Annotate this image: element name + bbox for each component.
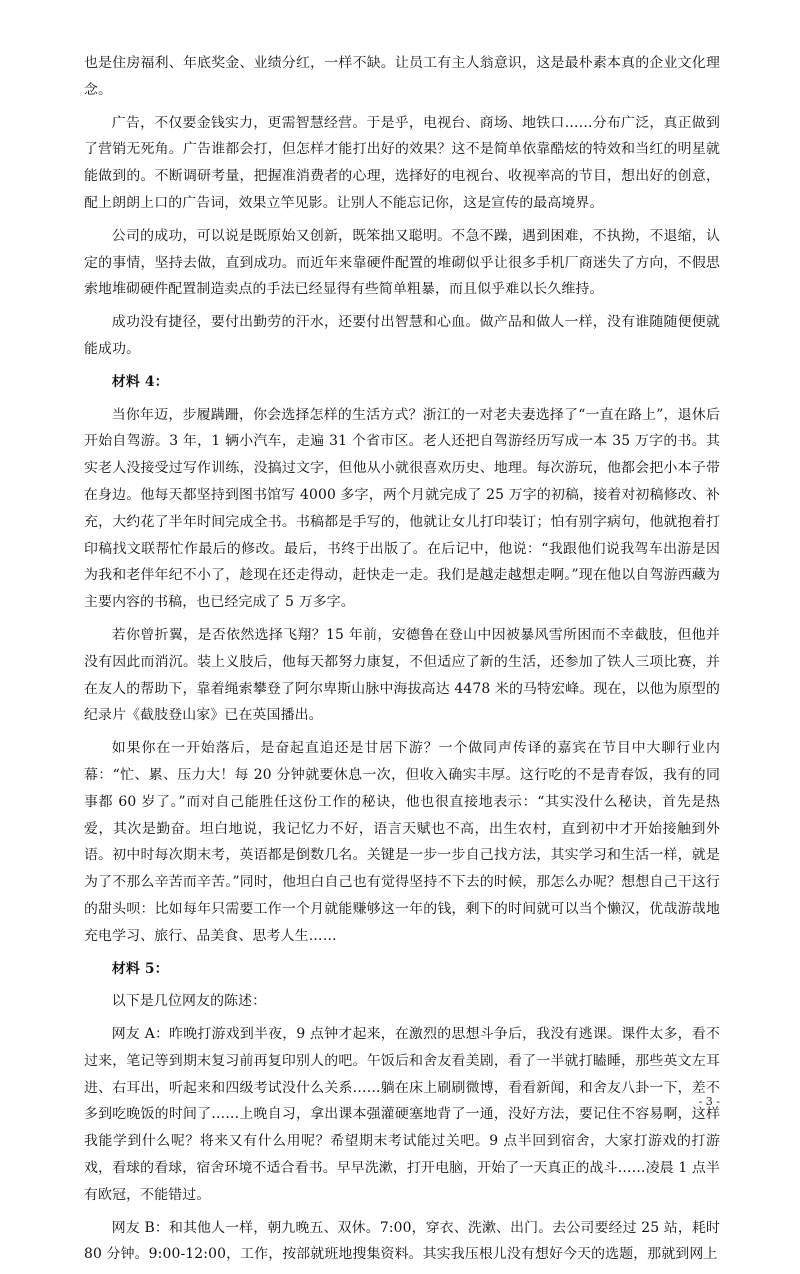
paragraph: 以下是几位网友的陈述： <box>111 993 267 1010</box>
paragraph: 也是住房福利、年底奖金、业绩分红，一样不缺。让员工有主人翁意识，这是最朴素本真的企业文化理念。 <box>84 55 720 98</box>
paragraph: 成功没有捷径，要付出勤劳的汗水，还要付出智慧和心血。做产品和做人一样，没有谁随随便便就能成功。 <box>84 314 720 357</box>
section-heading: 材料 4： <box>111 373 169 390</box>
paragraph: 若你曾折翼，是否依然选择飞翔？15 年前，安德鲁在登山中因被暴风雪所困而不幸截肢，但他并没有因此而消沉。装上义肢后，他每天都努力康复，不但适应了新的生活，还参加了铁人三项比赛，并在友人的帮助下，靠着绳索攀登了阿尔卑斯山脉中海拔高达 4478 米的马特宏峰。现在，以他为原型的纪录片《截肢登山家》已在英国播出。 <box>84 626 720 724</box>
section-heading: 材料 5： <box>111 960 169 977</box>
page-number: - 3 - <box>698 1095 720 1108</box>
paragraph: 网友 A：昨晚打游戏到半夜，9 点钟才起来，在激烈的思想斗争后，我没有逃课。课件太多，看不过来，笔记等到期末复习前再复印别人的吧。午饭后和舍友看美剧，看了一半就打瞌睡，那些英文左耳进、右耳出，听起来和四级考试没什么关系……躺在床上刷刷微博，看看新闻，和舍友八卦一下，差不多到吃晚饭的时间了……上晚自习，拿出课本强灌硬塞地背了一通，没好方法，要记住不容易啊，这样我能学到什么呢？将来又有什么用呢？希望期末考试能过关吧。9 点半回到宿舍，大家打游戏的打游戏，看球的看球，宿舍环境不适合看书。早早洗漱，打开电脑，开始了一天真正的战斗……凌晨 1 点半有欧冠，不能错过。 <box>84 1026 720 1203</box>
paragraph: 公司的成功，可以说是既原始又创新，既笨拙又聪明。不急不躁，遇到困难，不执拗，不退缩，认定的事情，坚持去做，直到成功。而近年来靠硬件配置的堆砌似乎让很多手机厂商迷失了方向，不假思索地堆砌硬件配置制造卖点的手法已经显得有些简单粗暴，而且似乎难以长久维持。 <box>84 227 720 298</box>
paragraph: 广告，不仅要金钱实力，更需智慧经营。于是乎，电视台、商场、地铁口……分布广泛，真正做到了营销无死角。广告谁都会打，但怎样才能打出好的效果？这不是简单依靠酷炫的特效和当红的明星就能做到的。不断调研考量，把握准消费者的心理，选择好的电视台、收视率高的节目，想出好的创意，配上朗朗上口的广告词，效果立竿见影。让别人不能忘记你，这是宣传的最高境界。 <box>84 114 720 211</box>
document-body <box>84 50 720 1274</box>
paragraph: 如果你在一开始落后，是奋起直追还是甘居下游？一个做同声传译的嘉宾在节目中大聊行业内幕：“忙、累、压力大！每 20 分钟就要休息一次，但收入确实丰厚。这行吃的不是青春饭，我有的同事都 60 岁了。”而对自己能胜任这份工作的秘诀，他也很直接地表示：“其实没什么秘诀，首先是热爱，其次是勤奋。坦白地说，我记忆力不好，语言天赋也不高，出生农村，直到初中才开始接触到外语。初中时每次期末考，英语都是倒数几名。关键是一步一步自己找方法，其实学习和生活一样，就是为了不那么辛苦而辛苦。”同时，他坦白自己也有觉得坚持不下去的时候，那怎么办呢？想想自己干这行的甜头呗：比如每年只需要工作一个月就能赚够这一年的钱，剩下的时间就可以当个懒汉，优哉游哉地充电学习、旅行、品美食、思考人生…… <box>84 740 720 944</box>
paragraph: 当你年迈，步履蹒跚，你会选择怎样的生活方式？浙江的一对老夫妻选择了“一直在路上”，退休后开始自驾游。3 年，1 辆小汽车，走遍 31 个省市区。老人还把自驾游经历写成一本 35 万字的书。其实老人没接受过写作训练，没搞过文字，但他从小就很喜欢历史、地理。每次游玩，他都会把小本子带在身边。他每天都坚持到图书馆写 4000 多字，两个月就完成了 25 万字的初稿，接着对初稿修改、补充，大约花了半年时间完成全书。书稿都是手写的，他就让女儿打印装订；怕有别字病句，他就抱着打印稿找文联帮忙作最后的修改。最后，书终于出版了。在后记中，他说：“我跟他们说我驾车出游是因为我和老伴年纪不小了，趁现在还走得动，赶快走一走。我们是越走越想走啊。”现在他以自驾游西藏为主要内容的书稿，也已经完成了 5 万多字。 <box>84 406 720 611</box>
paragraph: 网友 B：和其他人一样，朝九晚五、双休。7:00，穿衣、洗漱、出门。去公司要经过 25 站，耗时 80 分钟。9:00-12:00，工作，按部就班地搜集资料。其实我压根儿没有想好今天的选题，那就到网上 <box>84 1219 720 1263</box>
